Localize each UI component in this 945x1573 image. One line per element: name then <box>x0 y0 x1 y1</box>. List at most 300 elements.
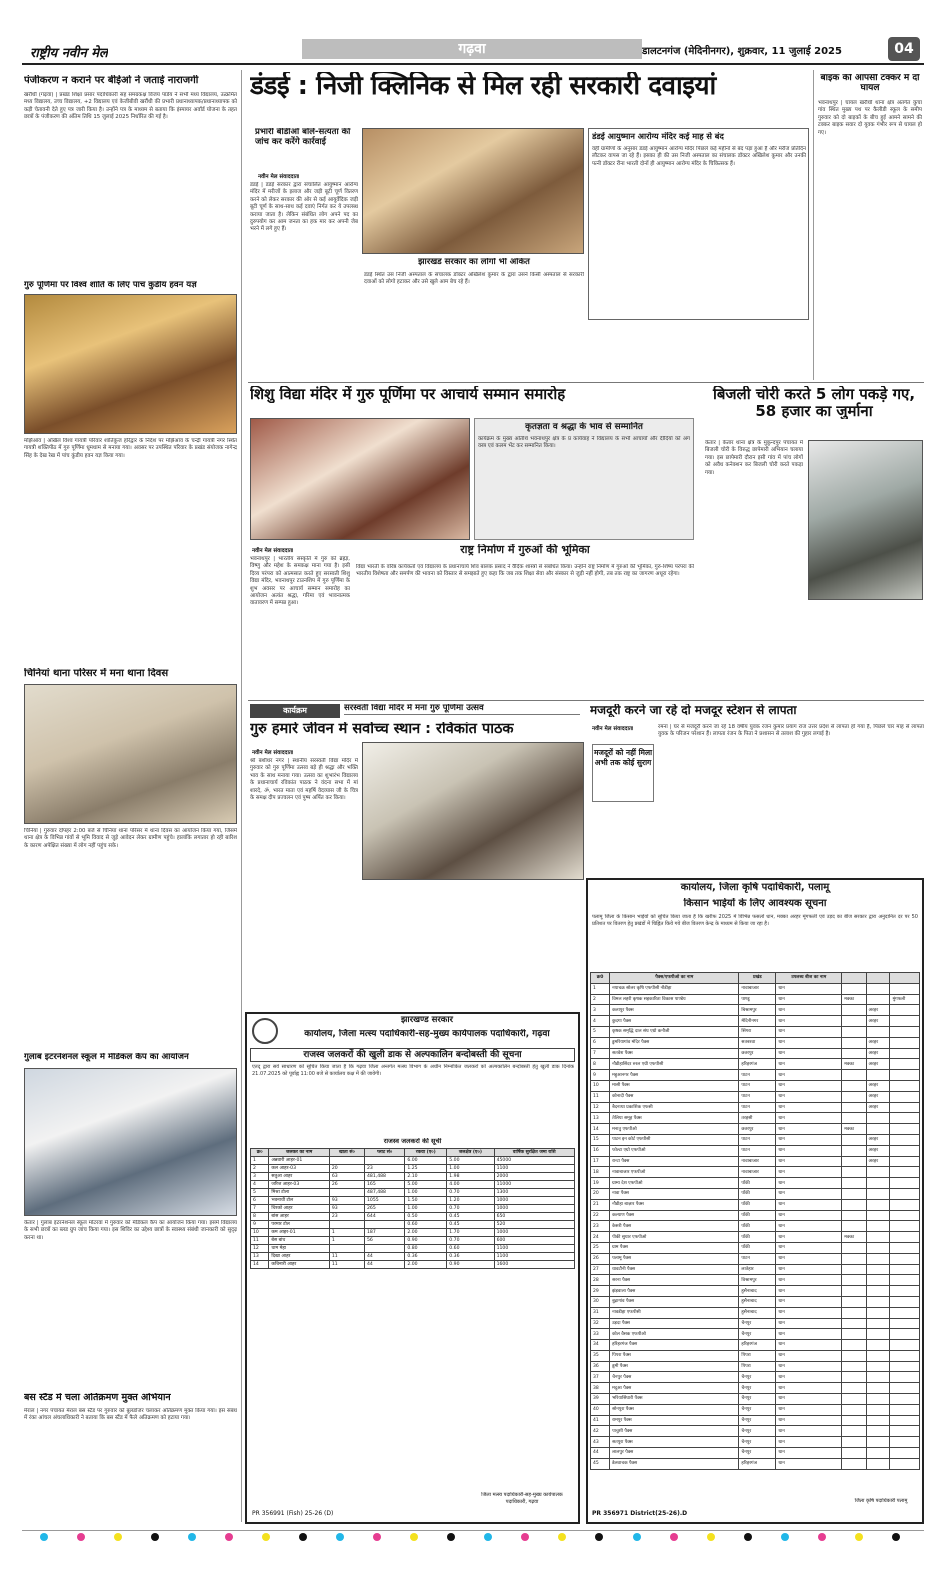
table-cell: विमल लहरी कृषक सहकारिता विकास पाण्डेय <box>610 994 739 1005</box>
table-cell: अन्नवारी आहर-01 <box>269 1157 329 1165</box>
table-cell: 0.50 <box>405 1213 447 1221</box>
table-cell <box>842 1026 866 1037</box>
table-cell: कृषक समृद्धि दाल संघ एग्रो कनौजी <box>610 1026 739 1037</box>
registration-dot <box>114 1533 122 1541</box>
table-cell <box>842 1167 866 1178</box>
table-cell: 26 <box>591 1253 610 1264</box>
table-cell <box>890 1059 920 1070</box>
table-cell: 44 <box>591 1448 610 1459</box>
table-cell <box>329 1157 364 1165</box>
table-header-cell: जलक्षेत्र (ए०) <box>447 1149 494 1157</box>
table-cell <box>866 1253 890 1264</box>
table-cell: 165 <box>364 1181 404 1189</box>
table-cell: अरहर <box>866 1134 890 1145</box>
table-cell: पाटन <box>739 1091 776 1102</box>
table-cell <box>890 983 920 994</box>
table-cell: 17 <box>591 1156 610 1167</box>
fisheries-row <box>251 1173 575 1181</box>
lead-headline: डंडई : निजी क्लिनिक से मिल रही सरकारी दवाइयां <box>250 72 716 101</box>
table-cell <box>866 1329 890 1340</box>
table-cell: कचिनारी आहर <box>269 1261 329 1269</box>
table-cell <box>890 1145 920 1156</box>
table-cell: 5 <box>591 1026 610 1037</box>
agri-sign: जिला कृषि पदाधिकारी पलामू <box>854 1498 908 1504</box>
table-cell <box>842 1286 866 1297</box>
table-cell: धान <box>776 1080 842 1091</box>
table-cell: 0.45 <box>447 1213 494 1221</box>
ravikant-photo <box>362 742 584 880</box>
agri-row <box>591 1102 920 1113</box>
table-header-cell: उपलब्ध बीज का नाम <box>776 973 842 984</box>
agri-row <box>591 1080 920 1091</box>
table-header-cell <box>866 973 890 984</box>
table-cell: धान <box>776 1059 842 1070</box>
table-cell: 11 <box>251 1237 269 1245</box>
table-cell <box>866 1188 890 1199</box>
table-cell: धान <box>776 1199 842 1210</box>
table-cell: धान <box>776 983 842 994</box>
table-cell: अरहर <box>866 1059 890 1070</box>
agri-row <box>591 1178 920 1189</box>
table-cell <box>890 1210 920 1221</box>
electricity-body: केतार | केतार थाना क्षेत्र के मुकुन्दपुर पंचायत में बिजली चोरी के विरुद्ध छापेमारी अभियान चलाया गया। इस छापेमारी दौरान इसी गांव में पांच लोगों को अवैध कनेक्शन कर बिजली चोरी करते पकड़ा गया। <box>705 440 803 476</box>
registration-dot <box>447 1533 455 1541</box>
table-cell <box>866 1232 890 1243</box>
fisheries-footer: PR 356991 (Fish) 25-26 (D) <box>252 1510 334 1517</box>
fisheries-footnote <box>252 1392 574 1492</box>
table-cell: 10 <box>251 1229 269 1237</box>
table-cell: सतपुरा पैक्स <box>610 1437 739 1448</box>
table-cell: 11 <box>329 1253 364 1261</box>
agri-row <box>591 1005 920 1016</box>
agri-row <box>591 994 920 1005</box>
agri-row <box>591 1037 920 1048</box>
table-cell: चैनपुर <box>739 1394 776 1405</box>
medicine-photo <box>362 128 584 254</box>
agri-row <box>591 1048 920 1059</box>
fisheries-row <box>251 1197 575 1205</box>
havan-photo <box>24 294 237 434</box>
table-cell <box>842 1318 866 1329</box>
table-cell: 13 <box>591 1113 610 1124</box>
table-cell: लालपुर पैक्स <box>610 1448 739 1459</box>
table-cell <box>842 1156 866 1167</box>
table-cell: चैनपुर <box>739 1437 776 1448</box>
table-cell: रान्टा पैक्स <box>610 1156 739 1167</box>
table-cell: धान <box>776 1124 842 1135</box>
table-cell <box>866 983 890 994</box>
table-cell: डुमरियागांव मंदिर पैक्स <box>610 1037 739 1048</box>
laborers-headline: मजदूरी करने जा रहे दो मजदूर स्टेशन से लापता <box>590 704 797 717</box>
agri-row <box>591 1016 920 1027</box>
agri-table <box>590 972 920 1470</box>
table-cell <box>890 1296 920 1307</box>
table-cell: हरिहरगंज पैक्स <box>610 1340 739 1351</box>
ravikant-body: श्री बंशीधर नगर | स्थानीय सरस्वती विद्या मंदिर में गुरुवार को गुरु पूर्णिमा उत्सव बड़े ही श्रद्धा और भक्ति भाव के साथ मनाया गया। उत्सव का शुभारंभ विद्यालय के प्रधानाचार्य रविकांत पाठक ने वंदना सभा में मां शारदे, ॐ, भारत माता एवं महर्षि वेदव्यास जी के चित्र के समक्ष दीप प्रज्वलन एवं पुष्प अर्पित कर किया। <box>250 758 358 802</box>
table-cell: पाटन <box>739 1145 776 1156</box>
agri-row <box>591 1404 920 1415</box>
table-cell: 38 <box>591 1383 610 1394</box>
table-cell: झंड़वाला पैक्स <box>610 1286 739 1297</box>
story5-body: मेराल | नगर पंचायत मेराल बस स्टैंड पर गुरुवार को बुलडोजर चलाकर अतिक्रमण मुक्त किया गया। इस संबंध में रंका आंचल अंचलाधिकारी ने बताया कि बस स्टैंड में फैले अतिक्रमण को हटाया गया। <box>24 1408 237 1422</box>
table-cell: धान <box>776 1167 842 1178</box>
table-cell <box>842 1383 866 1394</box>
fisheries-table <box>250 1148 575 1269</box>
table-cell: अरहर <box>866 1016 890 1027</box>
fisheries-sign: जिला मत्स्य पदाधिकारी-सह-मुख्य कार्यपालक पदाधिकारी, गढ़वा <box>481 1492 563 1505</box>
table-cell: धान <box>776 1264 842 1275</box>
table-cell <box>842 1242 866 1253</box>
table-cell: पाँकी <box>739 1232 776 1243</box>
guru-headline: शिशु विद्या मंदिर में गुरु पूर्णिमा पर आचार्य सम्मान समारोह <box>250 386 566 403</box>
table-cell: 2000 <box>494 1173 574 1181</box>
table-cell <box>866 1458 890 1469</box>
table-cell: 1.98 <box>447 1173 494 1181</box>
table-header-cell: क्र0 <box>591 973 610 984</box>
table-cell: अरहर <box>866 1091 890 1102</box>
table-cell: बिश्रामपुर <box>739 1005 776 1016</box>
table-cell: मक्का <box>842 994 866 1005</box>
table-cell: नावाबाजार <box>739 1156 776 1167</box>
agri-row <box>591 1318 920 1329</box>
table-cell: चैनपुर <box>739 1404 776 1415</box>
table-cell: 1.50 <box>405 1197 447 1205</box>
table-cell: 0.36 <box>405 1253 447 1261</box>
table-cell: 11 <box>591 1091 610 1102</box>
registration-dot <box>373 1533 381 1541</box>
laborers-body: रमना | घर से मजदूरी करने जा रहे 18 वर्षीय युवक रंजन कुमार प्रयाग राज उत्तर प्रदेश से लापता हो गया है, पिछले चार माह से लापता युवक के परिजन परेशान हैं। लापता रंजन के पिता ने प्रशासन से तलाश की गुहार लगाई है। <box>658 724 924 738</box>
table-cell <box>842 1210 866 1221</box>
table-cell: मुंगफली <box>890 994 920 1005</box>
registration-dot <box>336 1533 344 1541</box>
fisheries-row <box>251 1205 575 1213</box>
table-cell: धान <box>776 1415 842 1426</box>
table-cell: मिश्रा टोला <box>269 1189 329 1197</box>
agri-office: कार्यालय, जिला कृषि पदाधिकारी, पलामू <box>680 882 830 893</box>
table-cell: भवनाथी टोल <box>269 1197 329 1205</box>
table-cell <box>842 1426 866 1437</box>
story2-headline: गुरु पूर्णिमा पर विश्व शांति के लिए पांच कुंडीय हवन यज्ञ <box>24 281 197 290</box>
table-cell: 520 <box>494 1221 574 1229</box>
table-cell: सिंगरा <box>739 1026 776 1037</box>
table-cell: 2 <box>251 1165 269 1173</box>
table-cell <box>866 1275 890 1286</box>
agri-row <box>591 1296 920 1307</box>
table-cell: 1100 <box>494 1245 574 1253</box>
table-cell <box>842 1372 866 1383</box>
table-cell <box>842 1415 866 1426</box>
table-cell: 35 <box>591 1350 610 1361</box>
agri-row <box>591 1134 920 1145</box>
table-cell: नौडीहासिंदर रुरल एग्री एफपीसी <box>610 1059 739 1070</box>
table-cell: पाँकी <box>739 1178 776 1189</box>
lead-caption-body: डंडई स्थित उस निजी अस्पताल के संचालक डॉक्टर अखिलेश कुमार के द्वारा उसने किसी अस्पताल से सरकारी दवाओं को लोगो हटाकर और उसे खुले आम बेच रहे हैं। <box>364 272 584 286</box>
agri-row <box>591 1113 920 1124</box>
agri-row <box>591 1394 920 1405</box>
table-cell: मनातु एफपीओ <box>610 1124 739 1135</box>
table-cell <box>890 1286 920 1297</box>
ravikant-body-2 <box>362 884 584 1008</box>
table-cell: चैनपुर <box>739 1383 776 1394</box>
table-cell <box>842 1437 866 1448</box>
table-cell: डूमी पैक्स <box>610 1361 739 1372</box>
table-cell: उड़दा पैक्स <box>610 1318 739 1329</box>
registration-dot <box>818 1533 826 1541</box>
table-cell: 1100 <box>494 1253 574 1261</box>
table-cell: 18 <box>591 1167 610 1178</box>
table-cell: 1100 <box>494 1165 574 1173</box>
table-cell <box>866 1448 890 1459</box>
guru-quote-headline: कृतज्ञता व श्रद्धा के भाव से सम्मानित <box>525 422 643 432</box>
table-cell: तेलिया समूह पैक्स <box>610 1113 739 1124</box>
registration-dot <box>892 1533 900 1541</box>
table-cell: धान <box>776 1221 842 1232</box>
table-cell <box>842 1145 866 1156</box>
registration-dots <box>40 1533 900 1543</box>
agri-row <box>591 1156 920 1167</box>
table-cell: 0.60 <box>447 1245 494 1253</box>
ravikant-byline: नवीन मेल संवाददाता <box>252 750 294 756</box>
table-cell: 1 <box>251 1157 269 1165</box>
table-cell: 1.00 <box>405 1189 447 1197</box>
registration-dot <box>595 1533 603 1541</box>
table-cell <box>890 1156 920 1167</box>
agri-row <box>591 1350 920 1361</box>
table-cell <box>866 1167 890 1178</box>
agri-row <box>591 1059 920 1070</box>
agri-row <box>591 1221 920 1232</box>
table-cell <box>866 1286 890 1297</box>
edition-line: डालटनगंज (मेदिनीनगर), शुक्रवार, 11 जुलाई 2025 <box>642 46 842 57</box>
table-cell: छतरपुर <box>739 1048 776 1059</box>
table-cell: 16 <box>591 1145 610 1156</box>
fisheries-row <box>251 1181 575 1189</box>
story3-headline: चिनियां थाना परिसर में मना थाना दिवस <box>24 668 169 679</box>
table-cell: केसरी पैक्स <box>610 1221 739 1232</box>
table-cell: 1 <box>329 1229 364 1237</box>
table-cell <box>890 1448 920 1459</box>
table-cell: नावा पैक्स <box>610 1188 739 1199</box>
table-cell: धान <box>776 1242 842 1253</box>
table-cell <box>890 1124 920 1135</box>
table-cell: धान <box>776 1156 842 1167</box>
table-cell: 4 <box>251 1181 269 1189</box>
table-cell: अरहर <box>866 1048 890 1059</box>
table-cell: अरहर <box>866 1156 890 1167</box>
table-cell: 3 <box>591 1005 610 1016</box>
bike-body: भवनाथपुर | घायल खरौंधी थाना क्षेत्र अंतर्गत कुचा गांव स्थित मुख्य पथ पर कैलीडी स्कूल के समीप गुरुवार को दो बाइकों के बीच हुई आमने सामने की टक्कर बाइक सवार दो युवक गंभीर रूप से घायल हो गए। <box>818 100 922 136</box>
agri-row <box>591 1372 920 1383</box>
table-cell: 23 <box>591 1221 610 1232</box>
table-cell: 5 <box>251 1189 269 1197</box>
table-header-cell: पैक्स/एफपीओ का नाम <box>610 973 739 984</box>
fisheries-row <box>251 1253 575 1261</box>
table-cell: 9 <box>591 1070 610 1081</box>
table-cell: 6 <box>591 1037 610 1048</box>
table-cell: धावटौनी पैक्स <box>610 1264 739 1275</box>
table-cell <box>364 1157 404 1165</box>
table-cell: धाम मेहा <box>269 1245 329 1253</box>
table-cell: मदुआ पैक्स <box>610 1383 739 1394</box>
table-cell: परमार टोल <box>269 1221 329 1229</box>
fisheries-title: राजस्व जलकरों की खुली डाक से अल्पकालिन बन्दोबस्ती की सूचना <box>250 1048 575 1062</box>
fisheries-intro: एतद् द्वारा सर्व साधारण को सूचित किया जाता है कि गढ़वा जिला अन्तर्गत मत्स्य विभाग के अधीन निम्नांकित जलकरों को अल्पकालिन बन्दोबस्ती हेतु खुली डाक दिनांक 21.07.2025 को पूर्वाह्न 11:00 बजे से कार्यालय कक्ष में की जायेगी। <box>252 1064 574 1077</box>
table-cell <box>890 1178 920 1189</box>
table-cell: धान <box>776 1113 842 1124</box>
table-cell <box>890 1005 920 1016</box>
table-cell <box>890 1188 920 1199</box>
table-cell: धान <box>776 1426 842 1437</box>
fisheries-row <box>251 1189 575 1197</box>
table-cell: 25 <box>591 1242 610 1253</box>
fisheries-row <box>251 1261 575 1269</box>
table-cell: बैदनाथा प्रकाशिक एफसी <box>610 1102 739 1113</box>
table-cell <box>866 1264 890 1275</box>
masthead <box>22 35 924 65</box>
table-cell <box>890 1275 920 1286</box>
table-cell: 13 <box>251 1253 269 1261</box>
table-cell: 1055 <box>364 1197 404 1205</box>
laborers-byline: नवीन मेल संवाददाता <box>592 726 634 732</box>
table-cell: 1300 <box>494 1189 574 1197</box>
table-cell: 11000 <box>494 1181 574 1189</box>
table-cell: 0.80 <box>405 1245 447 1253</box>
table-cell: 24 <box>591 1232 610 1243</box>
table-cell <box>866 1210 890 1221</box>
story5-headline: बस स्टैंड में चला अतिक्रमण मुक्त अभियान <box>24 1393 171 1403</box>
agri-row <box>591 1458 920 1469</box>
fisheries-row <box>251 1245 575 1253</box>
table-cell: धान <box>776 1307 842 1318</box>
table-cell: धान <box>776 1340 842 1351</box>
lead-byline: नवीन मेल संवाददाता <box>258 174 300 180</box>
lead-box-body: वहीं ग्रामीणों के अनुसार डंडई आयुष्मान आरोग्य मंदिर पिछले कई महीनों से बंद पड़ा हुआ है और मरीज प्रतिदिन लौटकर वापस जा रहे हैं। इसका ही की उस निजी अस्पताल का संचालक डॉक्टर अखिलेश कुमार और उनकी पत्नी डॉक्टर रीना भारती दोनों ही आयुष्मान आरोग्य मंदिर के चिकित्सक हैं। <box>592 146 806 167</box>
agri-footer: PR 356971 District(25-26).D <box>592 1510 688 1517</box>
table-cell <box>890 1350 920 1361</box>
table-cell: चैनपुर <box>739 1448 776 1459</box>
fisheries-row <box>251 1221 575 1229</box>
registration-dot <box>670 1533 678 1541</box>
table-cell: पलामू पैक्स <box>610 1253 739 1264</box>
registration-dot <box>77 1533 85 1541</box>
registration-dot <box>151 1533 159 1541</box>
table-cell: 19 <box>591 1178 610 1189</box>
guru-quote-body: कार्यक्रम के मुख्य अतिथि भवनाथपुर क्षेत्र के प्र कार्यवाह ने विद्यालय के सभी आचार्यों और दीदियों को अंग वस्त्र एवं कलम भेंट कर सम्मानित किया। <box>478 436 690 450</box>
table-cell: 14 <box>251 1261 269 1269</box>
table-cell: 1.20 <box>447 1197 494 1205</box>
table-cell: अरहर <box>866 1037 890 1048</box>
table-cell <box>890 1026 920 1037</box>
table-cell <box>890 1318 920 1329</box>
table-cell <box>866 1242 890 1253</box>
table-cell <box>842 1005 866 1016</box>
table-cell: 12 <box>251 1245 269 1253</box>
agri-row <box>591 1361 920 1372</box>
table-cell: हुसैनाबाद <box>739 1286 776 1297</box>
table-cell <box>890 1329 920 1340</box>
table-cell: धान <box>776 1286 842 1297</box>
table-cell <box>866 1026 890 1037</box>
table-cell: सतवेश पैक्स <box>610 1048 739 1059</box>
table-cell <box>842 1178 866 1189</box>
agri-row <box>591 1091 920 1102</box>
table-header-cell: जलकर का नाम <box>269 1149 329 1157</box>
table-cell: 0.70 <box>447 1237 494 1245</box>
table-cell <box>842 1080 866 1091</box>
table-cell: मासी पैक्स <box>610 1080 739 1091</box>
table-header-cell: रकवा (ए०) <box>405 1149 447 1157</box>
table-cell: अरहर <box>866 1102 890 1113</box>
table-cell: 7 <box>251 1205 269 1213</box>
table-cell <box>329 1245 364 1253</box>
table-cell: बुढ़ागांव पैक्स <box>610 1296 739 1307</box>
table-cell: 187 <box>364 1229 404 1237</box>
table-cell: 26 <box>329 1181 364 1189</box>
table-cell: 40 <box>591 1404 610 1415</box>
agri-row <box>591 1437 920 1448</box>
table-cell: 30 <box>591 1296 610 1307</box>
table-cell: बेस बांध <box>269 1237 329 1245</box>
table-cell: पाचुशी पैक्स <box>610 1426 739 1437</box>
table-cell <box>866 1415 890 1426</box>
table-cell: 1 <box>329 1237 364 1245</box>
table-cell <box>890 1361 920 1372</box>
story2-body: मझिआंव | अखिल विश्व गायत्री परिवार शांतिकुंज हरिद्वार के निर्देश पर मझिआंव के चन्द्री गायत्री नगर स्थित गायत्री शक्तिपीठ में गुरु पूर्णिमा धूमधाम से मनाया गया। अवसर पर उपस्थित परिवार के प्रखंड संयोजक नागेन्द्र सिंह के देख रेख में पांच कुंडीय हवन यज्ञ किया गया। <box>24 438 237 459</box>
story1-body: खरौंधी (गढ़वा) | प्रखंड शिक्षा प्रसार पदाधिकारी सह समग्रकक्ष विजय पांडेय ने सभी मध्य विद्यालय, उत्क्रमित मध्य विद्यालय, उच्च विद्यालय, +2 विद्यालय एवं केजीबीवी खरौंधी की प्रभारी प्रधानाध्यापक/प्रधानाध्यापक को कड़ी चेतावनी देते हुए पत्र जारी किया है। उन्होंने पत्र के माध्यम से बताया कि इंस्पायर अवॉर्ड योजना के तहत छात्रों के पंजीकरण की अंतिम तिथि 15 जुलाई 2025 निर्धारित की गई है। <box>24 92 237 121</box>
table-cell <box>890 1415 920 1426</box>
fisheries-row <box>251 1237 575 1245</box>
registration-dot <box>633 1533 641 1541</box>
table-cell: धान <box>776 994 842 1005</box>
agri-row <box>591 1026 920 1037</box>
table-cell: पाँकी <box>739 1221 776 1232</box>
table-cell <box>866 1307 890 1318</box>
table-cell: कम आहर-01 <box>269 1229 329 1237</box>
registration-dot <box>558 1533 566 1541</box>
table-cell: 10 <box>591 1080 610 1091</box>
table-cell <box>842 1394 866 1405</box>
table-cell: मेदिनीनगर <box>739 1016 776 1027</box>
table-cell: कल्याण पैक्स <box>610 1210 739 1221</box>
table-cell: मक्का <box>842 1124 866 1135</box>
table-cell: नावडीहा एफपीसी <box>610 1307 739 1318</box>
table-header-cell <box>842 973 866 984</box>
table-cell: 37 <box>591 1372 610 1383</box>
table-cell: 5.00 <box>405 1181 447 1189</box>
table-cell: 11 <box>329 1261 364 1269</box>
electricity-body-2 <box>808 604 923 696</box>
electricity-headline: बिजली चोरी करते 5 लोग पकड़े गए, 58 हजार का जुर्माना <box>712 386 916 419</box>
table-cell: धान <box>776 1350 842 1361</box>
table-cell: मक्का <box>842 1059 866 1070</box>
registration-dot <box>707 1533 715 1541</box>
table-cell <box>329 1189 364 1197</box>
table-cell: सोनपुरा पैक्स <box>610 1404 739 1415</box>
table-cell: नौडीहा बाज़ार पैक्स <box>610 1199 739 1210</box>
table-cell: बांस आहर <box>269 1213 329 1221</box>
paper-name: राष्ट्रीय नवीन मेल <box>30 46 108 61</box>
table-cell <box>842 1048 866 1059</box>
table-cell <box>842 1113 866 1124</box>
table-cell: 44 <box>364 1261 404 1269</box>
table-cell: चैनपुर पैक्स <box>610 1372 739 1383</box>
agri-row <box>591 1415 920 1426</box>
table-cell: 3 <box>251 1173 269 1181</box>
table-cell <box>842 1221 866 1232</box>
table-cell: चिरको आहर <box>269 1205 329 1213</box>
table-cell: धान <box>776 1448 842 1459</box>
table-cell <box>842 1199 866 1210</box>
